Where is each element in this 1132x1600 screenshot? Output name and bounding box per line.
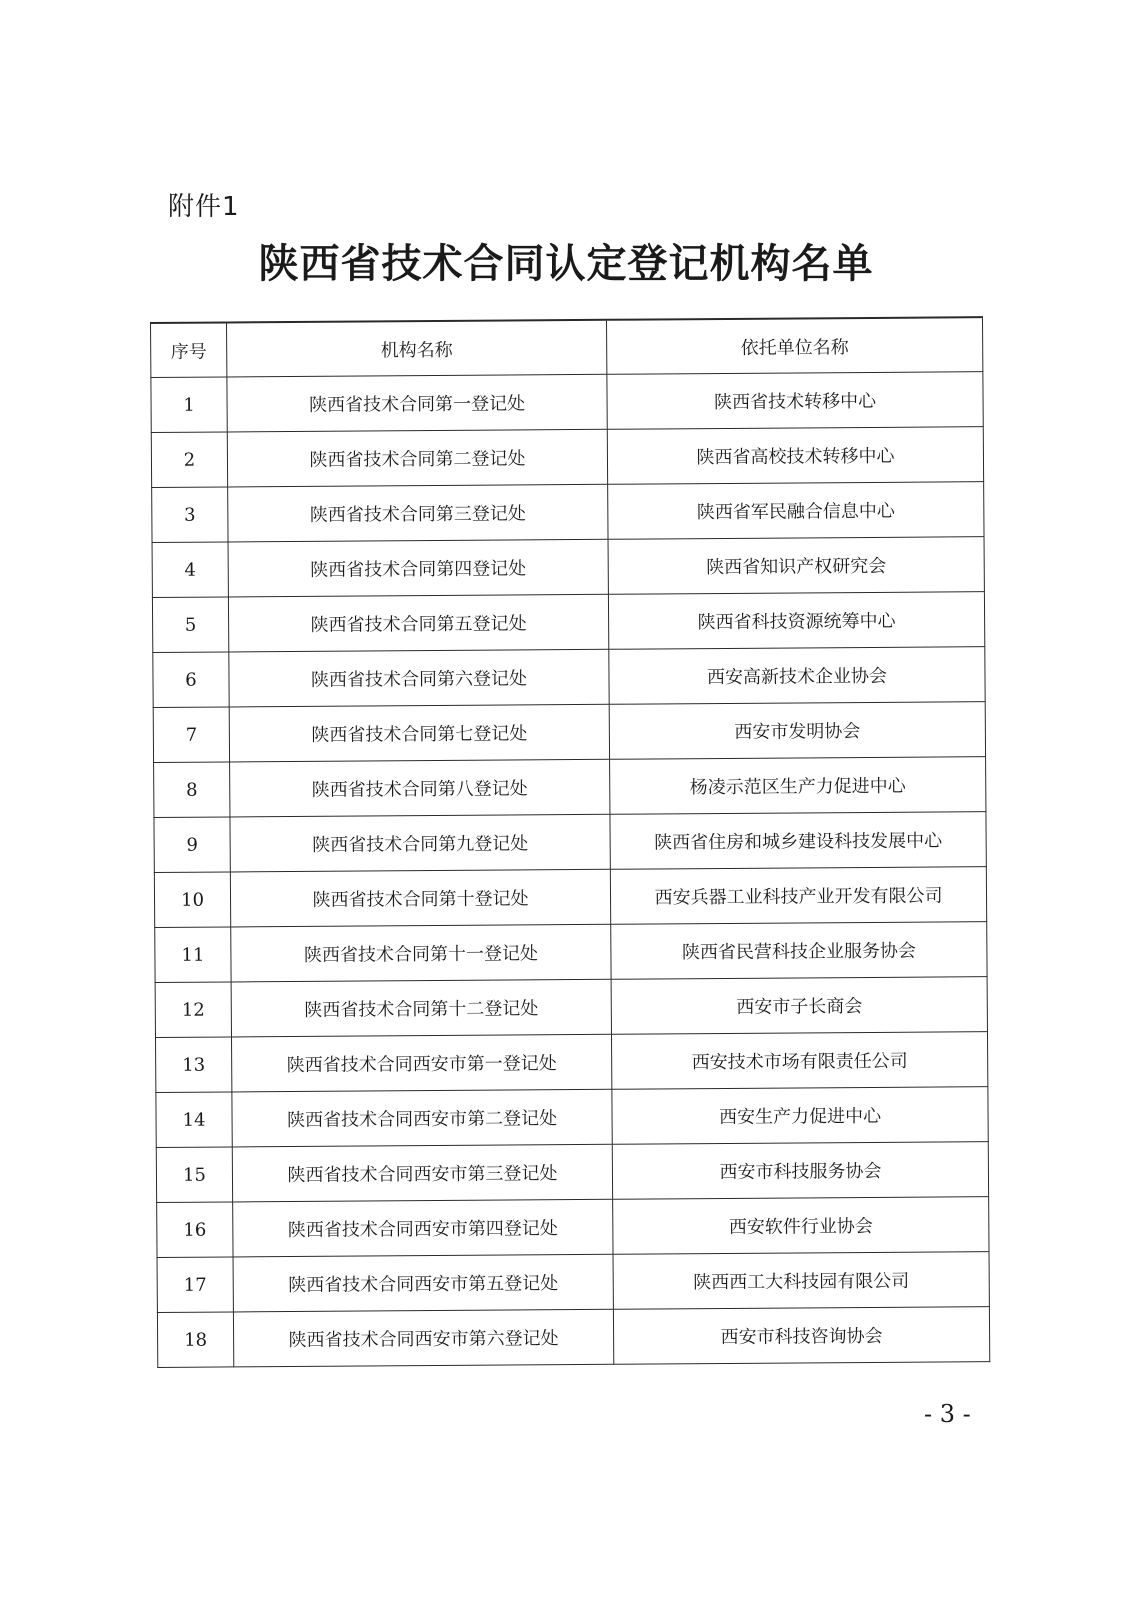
serial-number: 4 [152,542,228,598]
serial-number: 9 [154,817,230,873]
host-unit-name: 陕西省技术转移中心 [607,372,983,430]
serial-number: 3 [152,487,228,543]
institution-name: 陕西省技术合同西安市第六登记处 [233,1309,613,1367]
host-unit-name: 西安市子长商会 [611,977,987,1035]
institution-name: 陕西省技术合同第十二登记处 [231,979,611,1037]
host-unit-name: 陕西省知识产权研究会 [608,537,984,595]
attachment-label: 附件1 [168,192,240,222]
institution-name: 陕西省技术合同第二登记处 [227,429,607,487]
table-body [151,372,990,1368]
institution-name: 陕西省技术合同第四登记处 [228,539,608,597]
institution-name: 陕西省技术合同西安市第一登记处 [231,1034,611,1092]
table-header-row [151,317,983,377]
table-row [154,757,986,818]
host-unit-name: 陕西省军民融合信息中心 [608,482,984,540]
host-unit-name: 陕西省高校技术转移中心 [607,427,983,485]
institution-name: 陕西省技术合同西安市第四登记处 [233,1199,613,1257]
table-row [151,372,983,433]
institution-name: 陕西省技术合同第十登记处 [230,869,610,927]
serial-number: 16 [157,1202,233,1258]
page-number: - 3 - [924,1400,971,1428]
table-row [155,1032,987,1093]
table-row [153,702,985,763]
serial-number: 8 [154,762,230,818]
table-row [156,1087,988,1148]
serial-number: 10 [154,872,230,928]
document-title: 陕西省技术合同认定登记机构名单 [258,241,874,287]
serial-number: 12 [155,982,231,1038]
host-unit-name: 陕西省住房和城乡建设科技发展中心 [610,812,986,870]
table-row [154,812,986,873]
host-unit-name: 西安市科技服务协会 [612,1142,988,1200]
host-unit-name: 西安市科技咨询协会 [613,1307,989,1365]
serial-number: 6 [153,652,229,708]
table-row [155,977,987,1038]
host-unit-name: 杨凌示范区生产力促进中心 [610,757,986,815]
institution-name: 陕西省技术合同第九登记处 [230,814,610,872]
institution-name: 陕西省技术合同第一登记处 [227,374,607,432]
serial-number: 7 [153,707,229,763]
host-unit-name: 西安技术市场有限责任公司 [611,1032,987,1090]
table-row [156,1142,988,1203]
table-row [152,482,984,543]
host-unit-name: 陕西省科技资源统筹中心 [608,592,984,650]
serial-number: 2 [151,432,227,488]
serial-number: 5 [152,597,228,653]
institution-name: 陕西省技术合同第三登记处 [228,484,608,542]
serial-number: 18 [157,1312,233,1368]
table-row [157,1307,989,1368]
institution-name: 陕西省技术合同西安市第二登记处 [232,1089,612,1147]
host-unit-name: 西安生产力促进中心 [612,1087,988,1145]
host-unit-name: 西安兵器工业科技产业开发有限公司 [610,867,986,925]
host-unit-name: 西安市发明协会 [609,702,985,760]
institution-name: 陕西省技术合同西安市第五登记处 [233,1254,613,1312]
table-row [155,922,987,983]
host-unit-name: 陕西西工大科技园有限公司 [613,1252,989,1310]
institution-name: 陕西省技术合同第六登记处 [229,649,609,707]
table-row [151,427,983,488]
institution-name: 陕西省技术合同第七登记处 [229,704,609,762]
table-row [152,537,984,598]
registry-table [150,316,990,1368]
table-row [157,1252,989,1313]
institution-name: 陕西省技术合同西安市第三登记处 [232,1144,612,1202]
serial-number: 1 [151,377,227,433]
institution-name: 陕西省技术合同第五登记处 [228,594,608,652]
host-unit-name: 西安高新技术企业协会 [609,647,985,705]
table-row [152,592,984,653]
host-unit-name: 陕西省民营科技企业服务协会 [611,922,987,980]
institution-name: 陕西省技术合同第八登记处 [230,759,610,817]
table-row [153,647,985,708]
header-serial: 序号 [151,322,227,377]
table-row [154,867,986,928]
header-institution-name: 机构名称 [227,320,607,377]
host-unit-name: 西安软件行业协会 [613,1197,989,1255]
serial-number: 14 [156,1092,232,1148]
serial-number: 11 [155,927,231,983]
institution-name: 陕西省技术合同第十一登记处 [231,924,611,982]
table-row [157,1197,989,1258]
serial-number: 13 [155,1037,231,1093]
serial-number: 15 [156,1147,232,1203]
serial-number: 17 [157,1257,233,1313]
header-host-unit: 依托单位名称 [606,317,982,374]
